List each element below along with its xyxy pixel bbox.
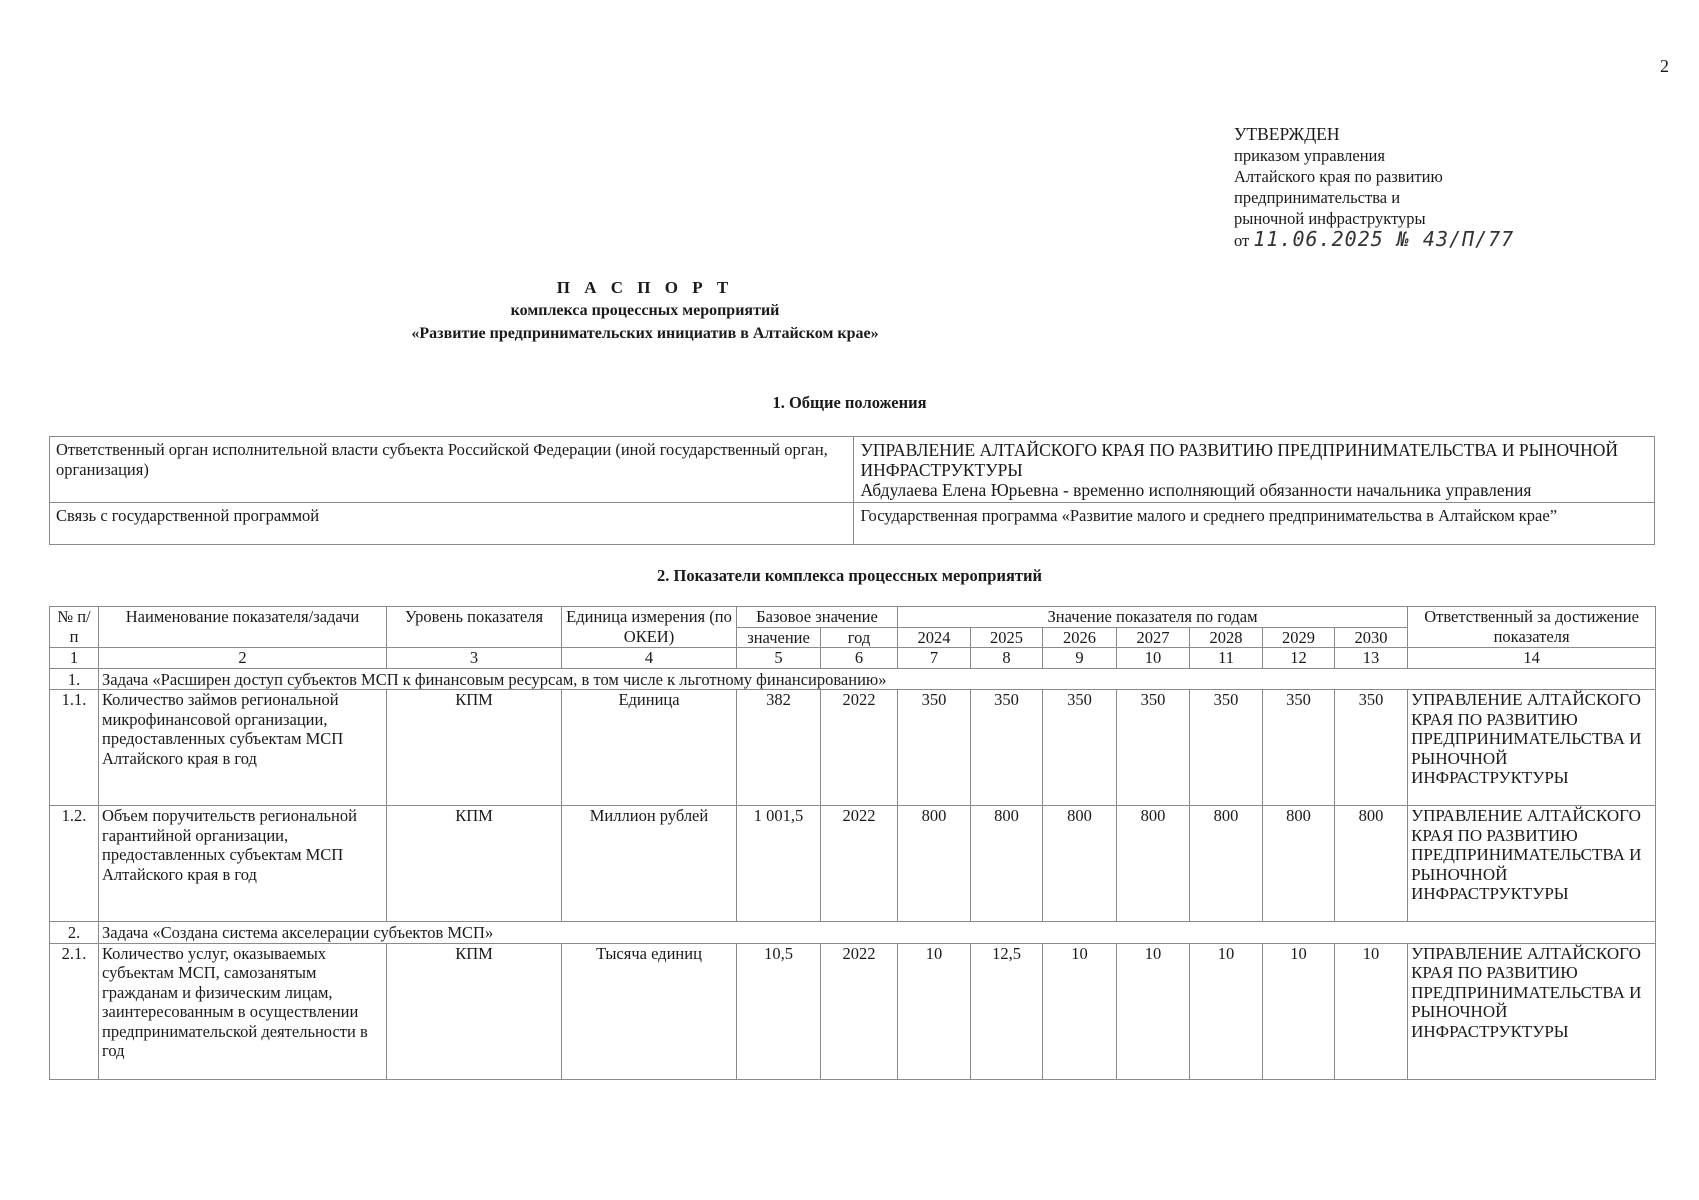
table-cell: Связь с государственной программой — [50, 503, 854, 545]
header-year: 2028 — [1190, 627, 1263, 648]
indicator-unit: Единица — [562, 690, 737, 806]
indicator-year-value: 10 — [1043, 943, 1117, 1079]
indicator-base-year: 2022 — [821, 690, 898, 806]
indicator-row — [50, 690, 1656, 806]
section2-heading: 2. Показатели комплекса процессных мероприятий — [656, 566, 1042, 585]
indicator-year-value: 350 — [1043, 690, 1117, 806]
responsible-org: УПРАВЛЕНИЕ АЛТАЙСКОГО КРАЯ ПО РАЗВИТИЮ ПРЕДПРИНИМАТЕЛЬСТВА И РЫНОЧНОЙ ИНФРАСТРУКТУРЫ — [860, 440, 1618, 480]
header-by-years: Значение показателя по годам — [898, 607, 1408, 628]
title-subtitle: комплекса процессных мероприятий — [510, 302, 780, 319]
column-number: 6 — [821, 648, 898, 669]
indicator-year-value: 10 — [1263, 943, 1335, 1079]
indicator-year-value: 350 — [971, 690, 1043, 806]
header-year: 2025 — [971, 627, 1043, 648]
indicator-base-value: 382 — [737, 690, 821, 806]
indicator-year-value: 800 — [898, 806, 971, 922]
column-number: 7 — [898, 648, 971, 669]
indicator-year-value: 800 — [1117, 806, 1190, 922]
column-number: 11 — [1190, 648, 1263, 669]
table-cell — [854, 437, 1655, 503]
column-number: 5 — [737, 648, 821, 669]
task-row — [50, 668, 1656, 690]
task-num: 2. — [50, 922, 99, 944]
indicator-year-value: 350 — [898, 690, 971, 806]
title-program-name: «Развитие предпринимательских инициатив в Алтайском крае» — [411, 325, 879, 342]
indicator-level: КПМ — [387, 943, 562, 1079]
header-num: № п/п — [50, 607, 99, 648]
indicator-level: КПМ — [387, 690, 562, 806]
column-number: 8 — [971, 648, 1043, 669]
task-num: 1. — [50, 668, 99, 690]
indicator-unit: Миллион рублей — [562, 806, 737, 922]
column-number: 9 — [1043, 648, 1117, 669]
header-year: 2026 — [1043, 627, 1117, 648]
indicator-base-value: 10,5 — [737, 943, 821, 1079]
indicator-year-value: 800 — [1043, 806, 1117, 922]
indicator-year-value: 800 — [1335, 806, 1408, 922]
indicator-year-value: 350 — [1335, 690, 1408, 806]
column-number-row — [50, 648, 1656, 669]
approval-line: приказом управления — [1234, 146, 1385, 165]
column-number: 13 — [1335, 648, 1408, 669]
column-number: 10 — [1117, 648, 1190, 669]
indicators-table — [49, 606, 1656, 1080]
table-header-row — [50, 607, 1656, 628]
column-number: 4 — [562, 648, 737, 669]
indicator-responsible: УПРАВЛЕНИЕ АЛТАЙСКОГО КРАЯ ПО РАЗВИТИЮ ПРЕДПРИНИМАТЕЛЬСТВА И РЫНОЧНОЙ ИНФРАСТРУКТУРЫ — [1408, 943, 1656, 1079]
indicator-base-year: 2022 — [821, 943, 898, 1079]
column-number: 12 — [1263, 648, 1335, 669]
approval-line: Алтайского края по развитию — [1234, 167, 1443, 186]
page-number: 2 — [1660, 56, 1669, 76]
indicator-year-value: 350 — [1190, 690, 1263, 806]
column-number: 3 — [387, 648, 562, 669]
approval-status: УТВЕРЖДЕН — [1234, 124, 1340, 144]
header-unit: Единица измерения (по ОКЕИ) — [562, 607, 737, 648]
indicator-base-value: 1 001,5 — [737, 806, 821, 922]
indicator-row — [50, 806, 1656, 922]
header-year: 2029 — [1263, 627, 1335, 648]
indicator-year-value: 12,5 — [971, 943, 1043, 1079]
indicator-unit: Тысяча единиц — [562, 943, 737, 1079]
header-base: Базовое значение — [737, 607, 898, 628]
column-number: 14 — [1408, 648, 1656, 669]
table-cell: Ответственный орган исполнительной власти субъекта Российской Федерации (иной государственный орган, организация) — [50, 437, 854, 503]
header-level: Уровень показателя — [387, 607, 562, 648]
indicator-year-value: 800 — [1263, 806, 1335, 922]
indicator-responsible: УПРАВЛЕНИЕ АЛТАЙСКОГО КРАЯ ПО РАЗВИТИЮ ПРЕДПРИНИМАТЕЛЬСТВА И РЫНОЧНОЙ ИНФРАСТРУКТУРЫ — [1408, 806, 1656, 922]
header-responsible: Ответственный за достижение показателя — [1408, 607, 1656, 648]
header-name: Наименование показателя/задачи — [99, 607, 387, 648]
indicator-num: 1.2. — [50, 806, 99, 922]
indicator-year-value: 800 — [971, 806, 1043, 922]
title-main: П А С П О Р Т — [556, 278, 734, 297]
indicator-year-value: 350 — [1117, 690, 1190, 806]
indicator-row — [50, 943, 1656, 1079]
header-year: 2030 — [1335, 627, 1408, 648]
approval-date-line — [1234, 229, 1514, 251]
indicator-level: КПМ — [387, 806, 562, 922]
indicator-year-value: 10 — [1117, 943, 1190, 1079]
approval-from-label: от — [1234, 231, 1250, 250]
header-base-year: год — [821, 627, 898, 648]
task-text: Задача «Создана система акселерации субъектов МСП» — [99, 922, 1656, 944]
section1-heading: 1. Общие положения — [772, 393, 927, 412]
task-text: Задача «Расширен доступ субъектов МСП к финансовым ресурсам, в том числе к льготному финансированию» — [99, 668, 1656, 690]
indicator-num: 2.1. — [50, 943, 99, 1079]
approval-stamp — [1234, 124, 1514, 251]
indicator-year-value: 10 — [1190, 943, 1263, 1079]
indicator-year-value: 10 — [898, 943, 971, 1079]
indicator-year-value: 350 — [1263, 690, 1335, 806]
approval-line: предпринимательства и — [1234, 188, 1401, 207]
handwritten-date-number: 11.06.2025 № 43/П/77 — [1253, 227, 1515, 251]
indicator-year-value: 10 — [1335, 943, 1408, 1079]
general-provisions-table — [49, 436, 1655, 545]
header-year: 2027 — [1117, 627, 1190, 648]
column-number: 2 — [99, 648, 387, 669]
indicator-name: Количество услуг, оказываемых субъектам МСП, самозанятым гражданам и физическим лицам, заинтересованным в осуществлении предпринимательской деятельности в год — [99, 943, 387, 1079]
indicator-responsible: УПРАВЛЕНИЕ АЛТАЙСКОГО КРАЯ ПО РАЗВИТИЮ ПРЕДПРИНИМАТЕЛЬСТВА И РЫНОЧНОЙ ИНФРАСТРУКТУРЫ — [1408, 690, 1656, 806]
indicator-base-year: 2022 — [821, 806, 898, 922]
indicator-name: Количество займов региональной микрофинансовой организации, предоставленных субъектам МСП Алтайского края в год — [99, 690, 387, 806]
header-base-value: значение — [737, 627, 821, 648]
document-title — [0, 276, 1290, 345]
table-cell: Государственная программа «Развитие малого и среднего предпринимательства в Алтайском крае” — [854, 503, 1655, 545]
responsible-person: Абдулаева Елена Юрьевна - временно исполняющий обязанности начальника управления — [860, 480, 1532, 500]
indicator-year-value: 800 — [1190, 806, 1263, 922]
table-row — [50, 437, 1655, 503]
header-year: 2024 — [898, 627, 971, 648]
indicator-num: 1.1. — [50, 690, 99, 806]
task-row — [50, 922, 1656, 944]
column-number: 1 — [50, 648, 99, 669]
table-row — [50, 503, 1655, 545]
indicator-name: Объем поручительств региональной гарантийной организации, предоставленных субъектам МСП Алтайского края в год — [99, 806, 387, 922]
approval-line: рыночной инфраструктуры — [1234, 209, 1426, 228]
